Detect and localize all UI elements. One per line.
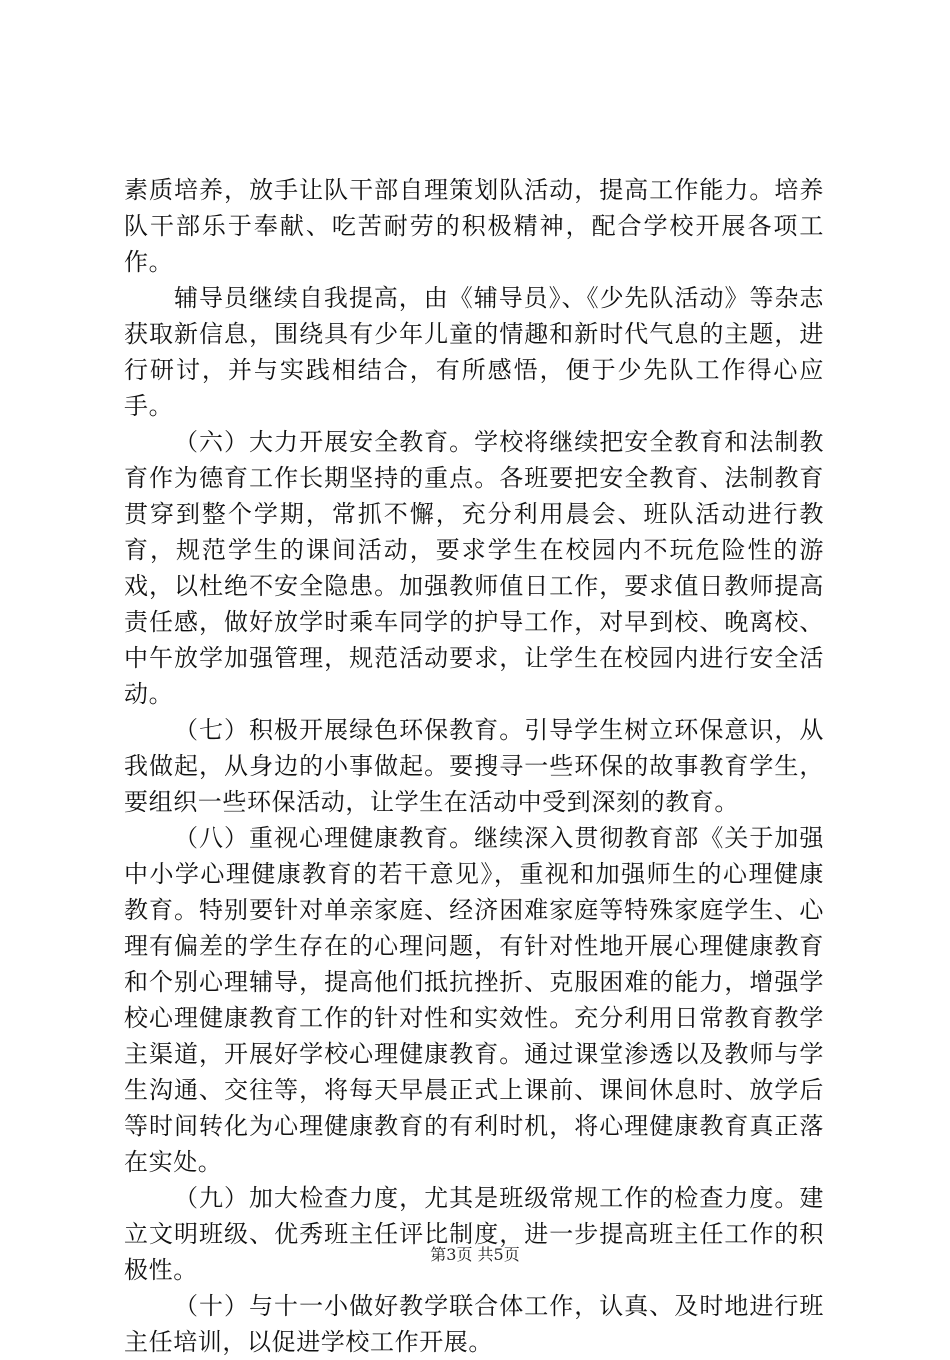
paragraph-continuation: 素质培养，放手让队干部自理策划队活动，提高工作能力。培养队干部乐于奉献、吃苦耐劳的积极精神，配合学校开展各项工作。 <box>124 176 824 276</box>
document-body <box>124 172 824 1360</box>
paragraph-safety-education: （六）大力开展安全教育。学校将继续把安全教育和法制教育作为德育工作长期坚持的重点。各班要把安全教育、法制教育贯穿到整个学期，常抓不懈，充分利用晨会、班队活动进行教育，规范学生的课间活动，要求学生在校园内不玩危险性的游戏，以杜绝不安全隐患。加强教师值日工作，要求值日教师提高责任感，做好放学时乘车同学的护导工作，对早到校、晚离校、中午放学加强管理，规范活动要求，让学生在校园内进行安全活动。 <box>124 428 824 708</box>
paragraph-environmental-education: （七）积极开展绿色环保教育。引导学生树立环保意识，从我做起，从身边的小事做起。要搜寻一些环保的故事教育学生，要组织一些环保活动，让学生在活动中受到深刻的教育。 <box>124 716 824 816</box>
paragraph-joint-school: （十）与十一小做好教学联合体工作，认真、及时地进行班主任培训，以促进学校工作开展。 <box>124 1292 824 1356</box>
paragraph-inspection: （九）加大检查力度，尤其是班级常规工作的检查力度。建立文明班级、优秀班主任评比制度，进一步提高班主任工作的积极性。 <box>124 1184 824 1284</box>
paragraph-mental-health-education: （八）重视心理健康教育。继续深入贯彻教育部《关于加强中小学心理健康教育的若干意见》，重视和加强师生的心理健康教育。特别要针对单亲家庭、经济困难家庭等特殊家庭学生、心理有偏差的学生存在的心理问题，有针对性地开展心理健康教育和个别心理辅导，提高他们抵抗挫折、克服困难的能力，增强学校心理健康教育工作的针对性和实效性。充分利用日常教育教学主渠道，开展好学校心理健康教育。通过课堂渗透以及教师与学生沟通、交往等，将每天早晨正式上课前、课间休息时、放学后等时间转化为心理健康教育的有利时机，将心理健康教育真正落在实处。 <box>124 824 824 1176</box>
paragraph-counselor: 辅导员继续自我提高，由《辅导员》、《少先队活动》等杂志获取新信息，围绕具有少年儿童的情趣和新时代气息的主题，进行研讨，并与实践相结合，有所感悟，便于少先队工作得心应手。 <box>124 284 824 420</box>
page-number-footer: 第3页 共5页 <box>430 1245 520 1264</box>
